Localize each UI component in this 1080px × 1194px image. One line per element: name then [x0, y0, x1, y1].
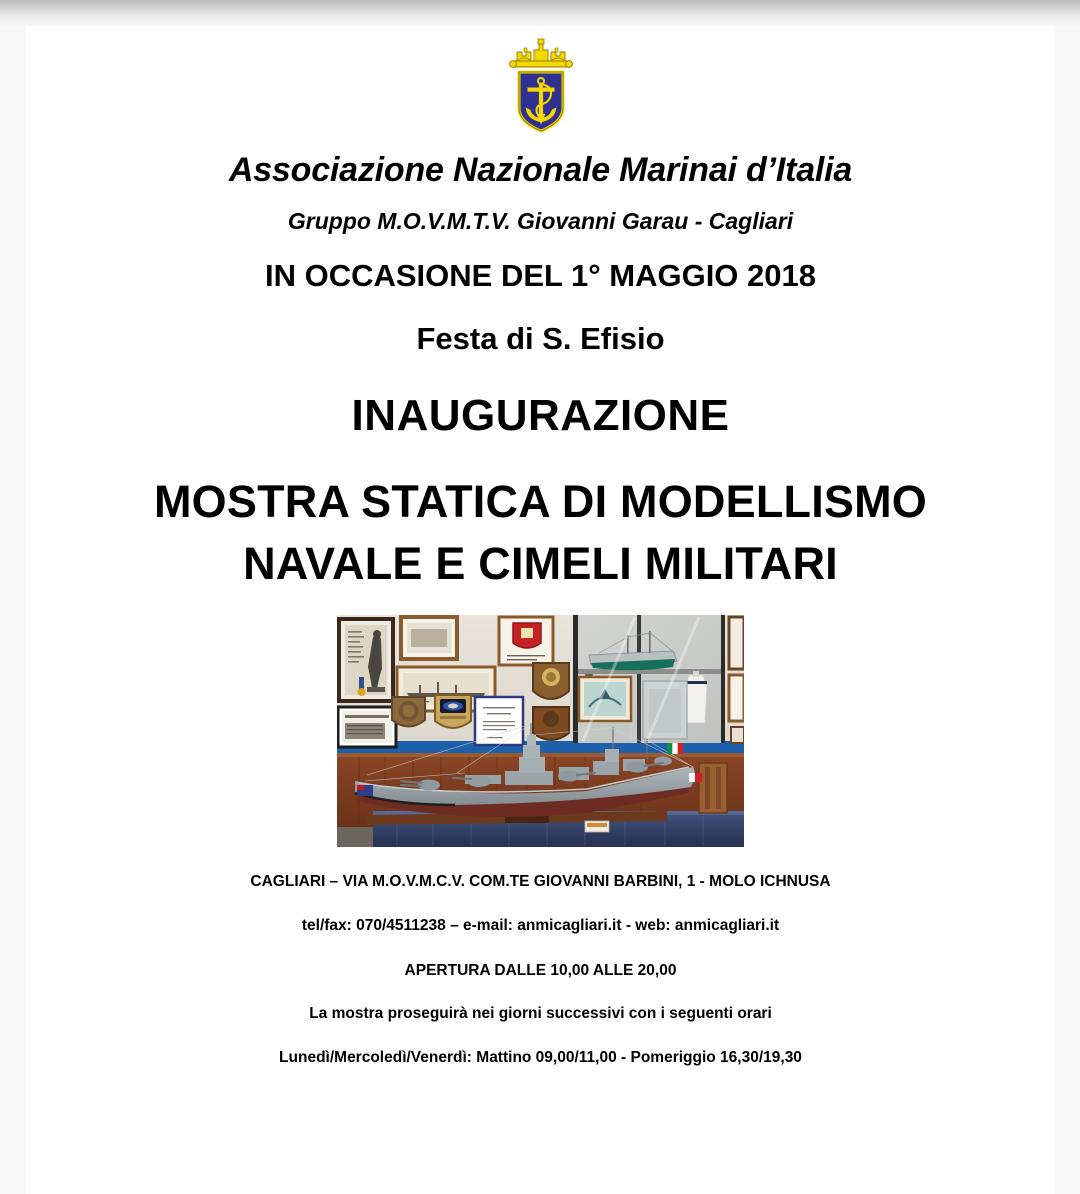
opening-hours-line: APERTURA DALLE 10,00 ALLE 20,00 [404, 961, 677, 979]
exhibition-title-line-2: NAVALE E CIMELI MILITARI [243, 537, 838, 589]
feast-line: Festa di S. Efisio [416, 320, 665, 356]
continuation-line: La mostra proseguirà nei giorni successivi con i seguenti orari [309, 1005, 772, 1023]
schedule-line: Lunedì/Mercoledì/Venerdì: Mattino 09,00/11,00 - Pomeriggio 16,30/19,30 [279, 1049, 802, 1067]
address-line: CAGLIARI – VIA M.O.V.M.C.V. COM.TE GIOVANNI BARBINI, 1 - MOLO ICHNUSA [250, 873, 831, 891]
crest-container [26, 30, 1055, 134]
event-title: INAUGURAZIONE [351, 390, 730, 440]
exhibition-photo-illustration [337, 615, 744, 847]
window-top-shadow [0, 0, 1080, 26]
poster-content [26, 26, 1055, 1067]
document-page [26, 26, 1055, 1194]
occasion-line: IN OCCASIONE DEL 1° MAGGIO 2018 [264, 257, 816, 293]
anmi-crest-icon [503, 34, 579, 134]
group-subtitle: Gruppo M.O.V.M.T.V. Giovanni Garau - Cagliari [287, 208, 794, 235]
exhibition-photo [337, 615, 744, 847]
exhibition-title-line-1: MOSTRA STATICA DI MODELLISMO [153, 476, 928, 528]
contacts-line: tel/fax: 070/4511238 – e-mail: anmicagliari.it - web: anmicagliari.it [301, 916, 780, 934]
association-title: Associazione Nazionale Marinai d’Italia [228, 151, 853, 189]
photo-container [26, 615, 1055, 847]
